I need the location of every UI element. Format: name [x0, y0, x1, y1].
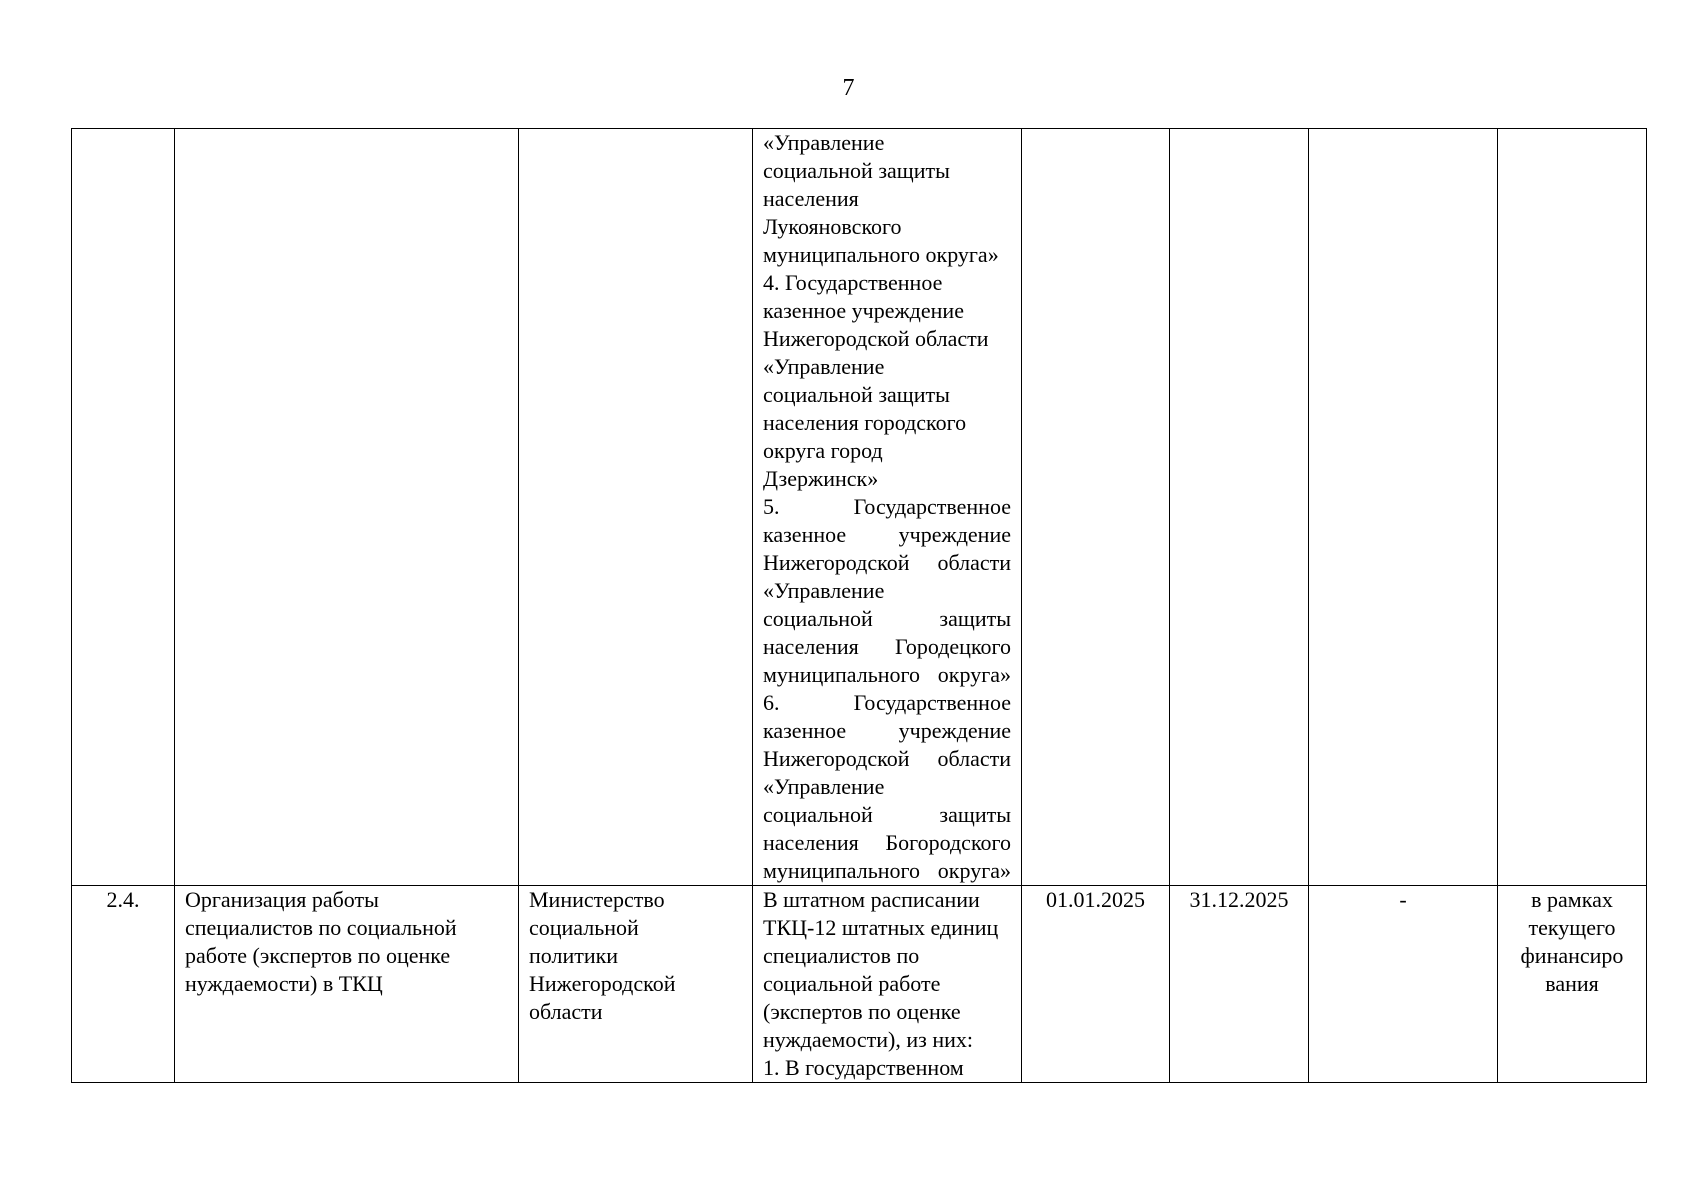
executor-line: казенное учреждение — [763, 522, 1011, 547]
executor-line: населения Богородского — [763, 830, 1011, 855]
executor-line: муниципального округа» — [763, 662, 1011, 687]
table-row-2-4 — [72, 886, 1647, 1083]
table-row-continuation — [72, 129, 1647, 886]
cell-responsible-empty — [519, 129, 753, 886]
executor-line: социальной защиты — [763, 158, 950, 183]
executor-line: населения Городецкого — [763, 634, 1011, 659]
responsible-line: Нижегородской — [529, 971, 676, 996]
cell-activity — [175, 886, 519, 1083]
executor-line: (экспертов по оценке — [763, 999, 961, 1024]
cell-number-empty — [72, 129, 175, 886]
cell-funding — [1498, 886, 1647, 1083]
cell-row-number: 2.4. — [72, 886, 175, 1083]
cell-activity-empty — [175, 129, 519, 886]
cell-start-date-empty — [1022, 129, 1170, 886]
funding-line: финансиро — [1520, 943, 1624, 968]
executor-line: Нижегородской области — [763, 326, 989, 351]
activity-line: работе (экспертов по оценке — [185, 943, 451, 968]
cell-funding-empty — [1498, 129, 1647, 886]
executor-line: 5. Государственное — [763, 494, 1011, 519]
executor-line: 4. Государственное — [763, 270, 943, 295]
activity-line: нуждаемости) в ТКЦ — [185, 971, 383, 996]
executor-line: В штатном расписании — [763, 887, 980, 912]
responsible-line: социальной — [529, 915, 639, 940]
executor-line: нуждаемости), из них: — [763, 1027, 973, 1052]
executor-line: 6. Государственное — [763, 690, 1011, 715]
executor-line: социальной защиты — [763, 802, 1011, 827]
page-number: 7 — [842, 75, 855, 101]
cell-executors-continuation — [753, 129, 1022, 886]
executor-line: социальной работе — [763, 971, 941, 996]
document-table — [71, 128, 1647, 1083]
funding-line: в рамках — [1531, 887, 1613, 912]
cell-responsible — [519, 886, 753, 1083]
cell-end-date: 31.12.2025 — [1170, 886, 1309, 1083]
executor-line: «Управление — [763, 354, 885, 379]
executor-line: округа город — [763, 438, 883, 463]
responsible-line: Министерство — [529, 887, 665, 912]
funding-line: текущего — [1528, 915, 1616, 940]
executor-line: 1. В государственном — [763, 1055, 964, 1080]
cell-executors — [753, 886, 1022, 1083]
executor-line: Дзержинск» — [763, 466, 879, 491]
cell-amount: - — [1309, 886, 1498, 1083]
executor-line: «Управление — [763, 130, 885, 155]
executor-line: «Управление — [763, 774, 885, 799]
executor-line: Лукояновского — [763, 214, 902, 239]
funding-line: вания — [1545, 971, 1599, 996]
executor-line: социальной защиты — [763, 382, 950, 407]
executor-line: социальной защиты — [763, 606, 1011, 631]
responsible-line: политики — [529, 943, 619, 968]
executor-line: муниципального округа» — [763, 242, 999, 267]
cell-end-date-empty — [1170, 129, 1309, 886]
cell-start-date: 01.01.2025 — [1022, 886, 1170, 1083]
executor-line: Нижегородской области — [763, 746, 1011, 771]
executor-line: населения — [763, 186, 859, 211]
executor-line: Нижегородской области — [763, 550, 1011, 575]
executor-line: населения городского — [763, 410, 967, 435]
responsible-line: области — [529, 999, 603, 1024]
activity-line: Организация работы — [185, 887, 379, 912]
executor-line: ТКЦ-12 штатных единиц — [763, 915, 999, 940]
executor-line: казенное учреждение — [763, 298, 964, 323]
executor-line: специалистов по — [763, 943, 920, 968]
cell-amount-empty — [1309, 129, 1498, 886]
executor-line: «Управление — [763, 578, 885, 603]
executor-line: казенное учреждение — [763, 718, 1011, 743]
executor-line: муниципального округа» — [763, 858, 1011, 883]
activity-line: специалистов по социальной — [185, 915, 457, 940]
